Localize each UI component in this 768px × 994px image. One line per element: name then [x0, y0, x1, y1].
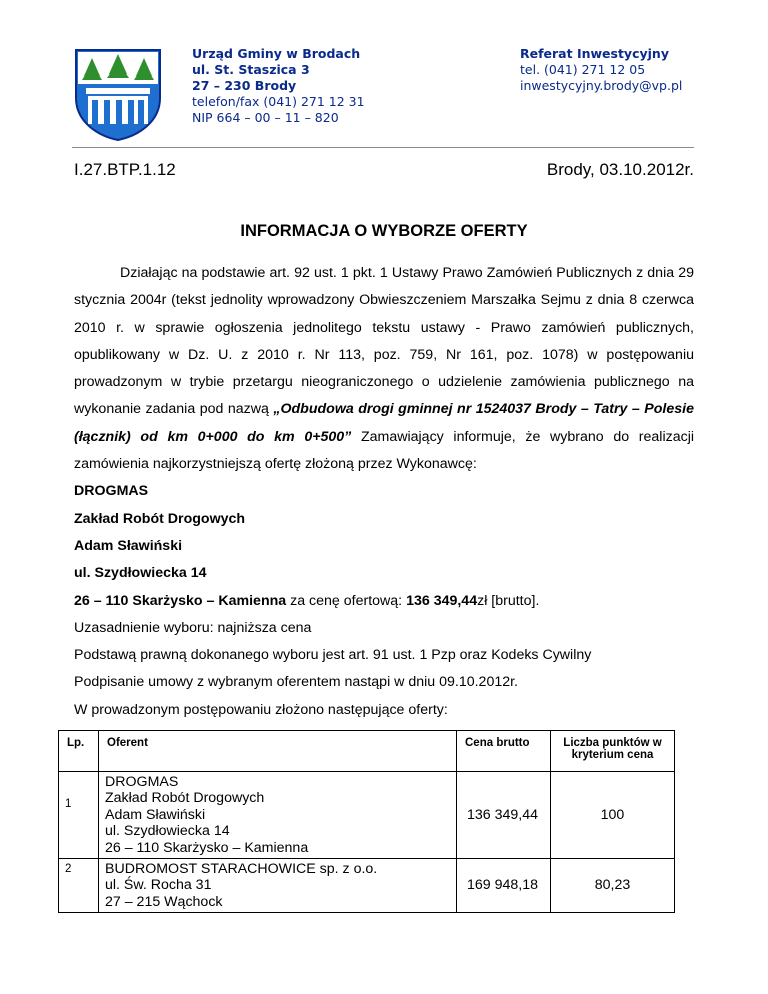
- task-name: „Odbudowa drogi gminnej nr 1524037 Brody – Tatry – Polesie (łącznik) od km 0+000 do km 0+500”: [74, 401, 694, 445]
- row-lp-value: 1: [65, 798, 72, 810]
- intro-end: Zamawiający informuje, że wybrano do realizacji zamówienia najkorzystniejszą ofertę złożoną przez Wykonawcę:: [74, 428, 694, 473]
- office-postal: 27 – 230 Brody: [192, 78, 297, 93]
- offerer-line: BUDROMOST STARACHOWICE sp. z o.o.: [105, 861, 378, 878]
- row-lp: [59, 772, 99, 859]
- legal-basis: Podstawą prawną dokonanego wyboru jest art. 91 ust. 1 Pzp oraz Kodeks Cywilny: [74, 647, 592, 664]
- winner-company: Zakład Robót Drogowych: [74, 510, 246, 527]
- intro-text: Działając na podstawie art. 92 ust. 1 pkt. 1 Ustawy Prawo Zamówień Publicznych z dnia 29 stycznia 2004r (tekst jednolity wprowadzony Obwieszczeniem Marszałka Sejmu z dnia 8 czerwca 2010 r. w sprawie ogłoszenia jednolitego tekstu ustawy - Prawo zamówień publicznych, opublikowany w Dz. U. z 2010 r. Nr 113, poz. 759, Nr 161, poz. 1078) w postępowaniu prowadzonym w trybie przetargu nieograniczonego o udzielenie zamówienia publicznego na wykonanie zadania pod nazwą: [74, 265, 694, 418]
- department-email: inwestycyjny.brody@vp.pl: [520, 78, 683, 93]
- header-offerer: Oferent: [99, 731, 457, 772]
- winner-street: ul. Szydłowiecka 14: [74, 565, 207, 582]
- row-price: 136 349,44: [457, 772, 551, 859]
- offerer-line: ul. Szydłowiecka 14: [105, 823, 230, 840]
- coat-of-arms-logo: [72, 46, 164, 142]
- row-price: 169 948,18: [457, 859, 551, 913]
- row-points: 80,23: [551, 859, 675, 913]
- offerer-line: DROGMAS: [105, 774, 179, 790]
- winner-name: DROGMAS: [74, 483, 149, 500]
- office-name: Urząd Gminy w Brodach: [192, 46, 361, 61]
- price-label: za cenę ofertową:: [290, 592, 403, 609]
- offerer-line: 26 – 110 Skarżysko – Kamienna: [105, 839, 309, 856]
- justification: Uzasadnienie wyboru: najniższa cena: [74, 619, 312, 636]
- intro-paragraph: [74, 260, 694, 478]
- row-offerer: [99, 859, 457, 913]
- table-header-row: [59, 731, 675, 772]
- office-phone: telefon/fax (041) 271 12 31: [192, 94, 365, 109]
- table-row: [59, 859, 675, 913]
- header-divider: [72, 147, 694, 148]
- table-row: [59, 772, 675, 859]
- winner-price-line: [74, 588, 694, 615]
- header-price: Cena brutto: [457, 731, 551, 772]
- office-nip: NIP 664 – 00 – 11 – 820: [192, 110, 339, 125]
- header-lp: Lp.: [59, 731, 99, 772]
- offerer-line: 27 – 215 Wąchock: [105, 893, 223, 910]
- letterhead-office: [192, 46, 365, 126]
- department-name: Referat Inwestycyjny: [520, 46, 669, 61]
- offerer-line: Adam Sławiński: [105, 806, 206, 823]
- signing-date: Podpisanie umowy z wybranym oferentem nastąpi w dniu 09.10.2012r.: [74, 674, 519, 691]
- document-body: [74, 260, 694, 724]
- row-offerer: [99, 772, 457, 859]
- offers-table: [58, 730, 675, 913]
- row-points: 100: [551, 772, 675, 859]
- document-title: INFORMACJA O WYBORZE OFERTY: [240, 222, 528, 240]
- header-points: Liczba punktów w kryterium cena: [551, 731, 675, 772]
- row-lp: [59, 859, 99, 913]
- reference-number: I.27.BTP.1.12: [74, 160, 176, 179]
- winner-price: 136 349,44: [406, 592, 478, 609]
- price-suffix: zł [brutto].: [477, 592, 540, 609]
- letterhead-department: [520, 46, 682, 94]
- offers-intro: W prowadzonym postępowaniu złożono następujące oferty:: [74, 701, 448, 718]
- row-lp-value: 2: [65, 863, 72, 876]
- place-and-date: Brody, 03.10.2012r.: [546, 160, 694, 179]
- winner-person: Adam Sławiński: [74, 537, 183, 554]
- winner-city: 26 – 110 Skarżysko – Kamienna: [74, 592, 287, 609]
- office-street: ul. St. Staszica 3: [192, 62, 310, 77]
- department-phone: tel. (041) 271 12 05: [520, 62, 646, 77]
- offerer-line: ul. Św. Rocha 31: [105, 877, 212, 894]
- offerer-line: Zakład Robót Drogowych: [105, 790, 265, 807]
